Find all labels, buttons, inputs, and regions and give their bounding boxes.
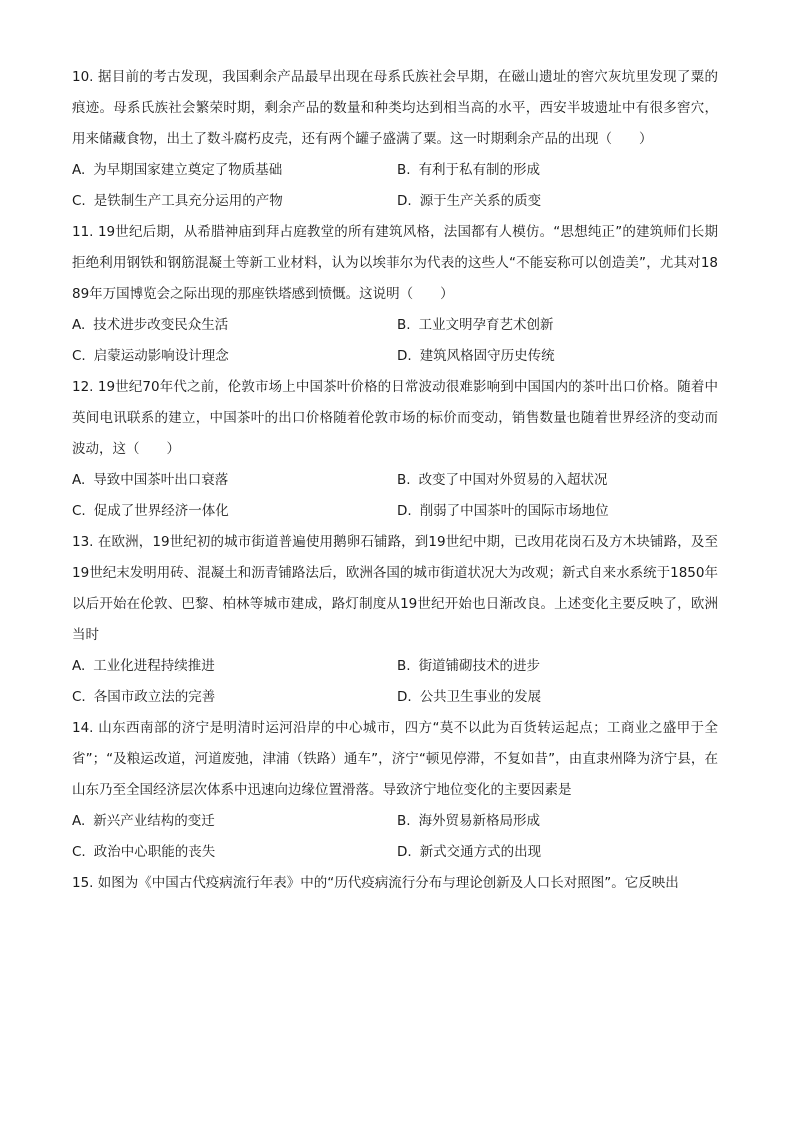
option-a[interactable]	[72, 465, 397, 496]
option-list	[72, 310, 718, 372]
option-list	[72, 806, 718, 868]
option-letter: B.	[397, 317, 411, 333]
option-text: 新兴产业结构的变迁	[93, 813, 215, 829]
option-a[interactable]	[72, 310, 397, 341]
option-text: 工业化进程持续推进	[93, 658, 215, 674]
option-d[interactable]	[397, 837, 718, 868]
question-15	[72, 868, 718, 899]
option-letter: D.	[397, 689, 412, 705]
option-c[interactable]	[72, 682, 397, 713]
question-12	[72, 372, 718, 527]
question-stem: 15. 如图为《中国古代疫病流行年表》中的“历代疫病流行分布与理论创新及人口长对照图”。它反映出	[72, 875, 679, 891]
option-c[interactable]	[72, 341, 397, 372]
option-text: 建筑风格固守历史传统	[419, 348, 555, 364]
option-letter: D.	[397, 348, 412, 364]
option-letter: C.	[72, 689, 86, 705]
option-b[interactable]	[397, 310, 718, 341]
option-c[interactable]	[72, 186, 397, 217]
question-11	[72, 217, 718, 372]
option-letter: C.	[72, 503, 86, 519]
option-text: 促成了世界经济一体化	[93, 503, 229, 519]
question-stem: 10. 据目前的考古发现，我国剩余产品最早出现在母系氏族社会早期，在磁山遗址的窖穴灰坑里发现了粟的痕迹。母系氏族社会繁荣时期，剩余产品的数量和种类均达到相当高的水平，西安半坡遗址中有很多窖穴，用来储藏食物，出土了数斗腐朽皮壳，还有两个罐子盛满了粟。这一时期剩余产品的出现（ ）	[72, 69, 718, 147]
option-text: 新式交通方式的出现	[419, 844, 542, 860]
exam-page	[72, 62, 718, 899]
option-letter: B.	[397, 658, 411, 674]
option-text: 有利于私有制的形成	[418, 162, 541, 178]
option-letter: A.	[72, 317, 86, 333]
option-d[interactable]	[397, 186, 718, 217]
option-list	[72, 651, 718, 713]
option-b[interactable]	[397, 155, 718, 186]
option-text: 为早期国家建立奠定了物质基础	[93, 162, 283, 178]
question-stem: 12. 19世纪70年代之前，伦敦市场上中国茶叶价格的日常波动很难影响到中国国内的茶叶出口价格。随着中英间电讯联系的建立，中国茶叶的出口价格随着伦敦市场的标价而变动，销售数量也随着世界经济的变动而波动，这（ ）	[72, 379, 718, 457]
option-letter: C.	[72, 348, 86, 364]
option-letter: A.	[72, 472, 86, 488]
option-b[interactable]	[397, 806, 718, 837]
option-a[interactable]	[72, 651, 397, 682]
option-letter: A.	[72, 658, 86, 674]
option-text: 启蒙运动影响设计理念	[93, 348, 229, 364]
option-letter: D.	[397, 844, 412, 860]
option-letter: A.	[72, 813, 86, 829]
option-text: 导致中国茶叶出口衰落	[93, 472, 229, 488]
option-text: 源于生产关系的质变	[419, 193, 542, 209]
question-stem: 11. 19世纪后期，从希腊神庙到拜占庭教堂的所有建筑风格，法国都有人模仿。“思想纯正”的建筑师们长期拒绝利用钢铁和钢筋混凝土等新工业材料，认为以埃菲尔为代表的这些人“不能妄称可以创造美”，尤其对1889年万国博览会之际出现的那座铁塔感到愤慨。这说明（ ）	[72, 224, 718, 302]
option-text: 街道铺砌技术的进步	[418, 658, 541, 674]
option-text: 技术进步改变民众生活	[93, 317, 229, 333]
question-stem: 14. 山东西南部的济宁是明清时运河沿岸的中心城市，四方“莫不以此为百货转运起点；工商业之盛甲于全省”；“及粮运改道，河道废弛，津浦（铁路）通车”，济宁“顿见停滞，不复如昔”，由直隶州降为济宁县，在山东乃至全国经济层次体系中迅速向边缘位置滑落。导致济宁地位变化的主要因素是	[72, 720, 718, 798]
option-d[interactable]	[397, 341, 718, 372]
option-text: 改变了中国对外贸易的入超状况	[418, 472, 608, 488]
question-10	[72, 62, 718, 217]
option-text: 工业文明孕育艺术创新	[418, 317, 554, 333]
option-letter: B.	[397, 813, 411, 829]
option-d[interactable]	[397, 496, 718, 527]
option-c[interactable]	[72, 837, 397, 868]
option-text: 公共卫生事业的发展	[419, 689, 542, 705]
question-13	[72, 527, 718, 713]
option-a[interactable]	[72, 806, 397, 837]
option-letter: C.	[72, 844, 86, 860]
option-text: 海外贸易新格局形成	[418, 813, 541, 829]
option-letter: D.	[397, 193, 412, 209]
option-d[interactable]	[397, 682, 718, 713]
option-b[interactable]	[397, 651, 718, 682]
option-letter: D.	[397, 503, 412, 519]
option-text: 削弱了中国茶叶的国际市场地位	[419, 503, 609, 519]
option-text: 政治中心职能的丧失	[93, 844, 216, 860]
option-list	[72, 155, 718, 217]
option-text: 是铁制生产工具充分运用的产物	[93, 193, 283, 209]
option-text: 各国市政立法的完善	[93, 689, 216, 705]
option-list	[72, 465, 718, 527]
option-letter: C.	[72, 193, 86, 209]
option-c[interactable]	[72, 496, 397, 527]
option-a[interactable]	[72, 155, 397, 186]
option-letter: B.	[397, 472, 411, 488]
option-letter: A.	[72, 162, 86, 178]
option-letter: B.	[397, 162, 411, 178]
option-b[interactable]	[397, 465, 718, 496]
question-stem: 13. 在欧洲，19世纪初的城市街道普遍使用鹅卵石铺路，到19世纪中期，已改用花岗石及方木块铺路，及至19世纪末发明用砖、混凝土和沥青铺路法后，欧洲各国的城市街道状况大为改观；新式自来水系统于1850年以后开始在伦敦、巴黎、柏林等城市建成，路灯制度从19世纪开始也日渐改良。上述变化主要反映了，欧洲当时	[72, 534, 718, 643]
question-14	[72, 713, 718, 868]
